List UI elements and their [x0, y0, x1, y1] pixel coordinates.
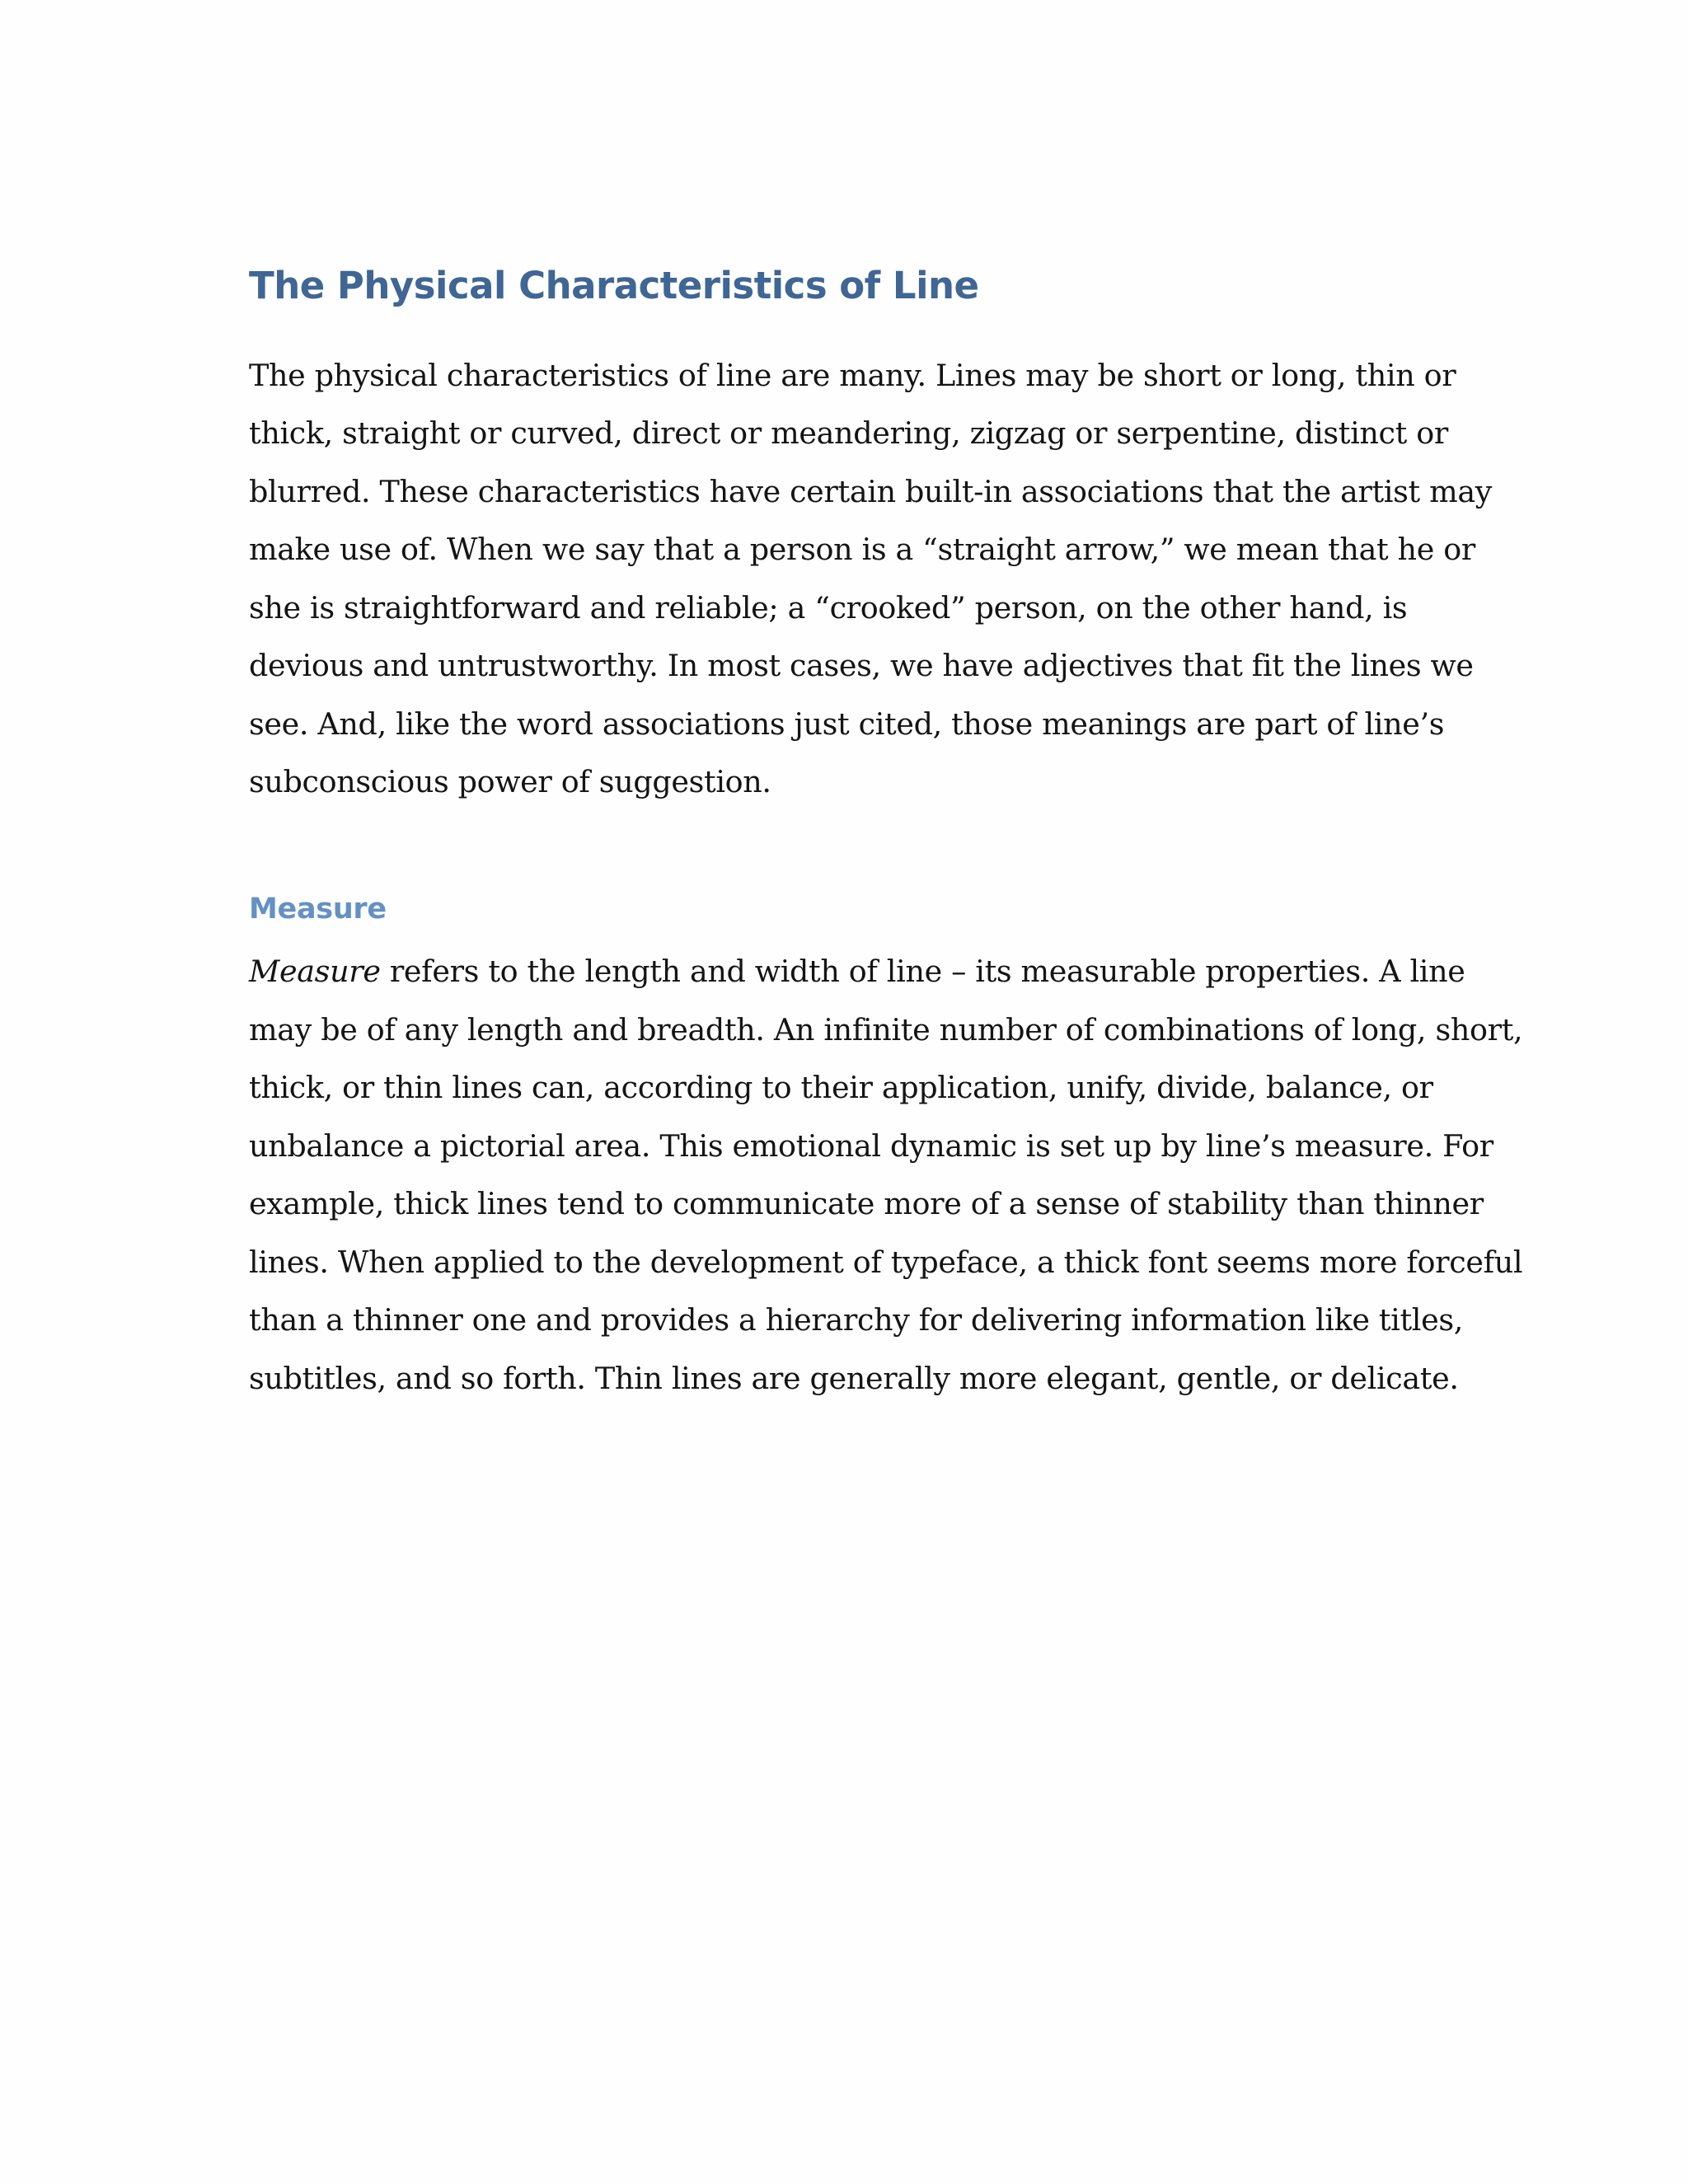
paragraph-line-text: refers to the length and width of line – its measurable properties. A line [380, 954, 1465, 989]
paragraph-line: unbalance a pictorial area. This emotional dynamic is set up by line’s measure. For [249, 1127, 1493, 1164]
paragraph-line: subconscious power of suggestion. [249, 764, 771, 799]
paragraph-line: may be of any length and breadth. An infinite number of combinations of long, short, [249, 1011, 1523, 1047]
paragraph-line: lines. When applied to the development of typeface, a thick font seems more forceful [249, 1244, 1523, 1280]
paragraph-line: see. And, like the word associations just cited, those meanings are part of line’s [249, 705, 1445, 742]
paragraph-line: than a thinner one and provides a hierarchy for delivering information like titles, [249, 1302, 1464, 1338]
paragraph-line: thick, straight or curved, direct or meandering, zigzag or serpentine, distinct or [249, 415, 1448, 451]
paragraph-line: example, thick lines tend to communicate more of a sense of stability than thinner [249, 1186, 1484, 1221]
paragraph-line: The physical characteristics of line are many. Lines may be short or long, thin or [249, 357, 1456, 393]
paragraph-line: devious and untrustworthy. In most cases, we have adjectives that fit the lines we [249, 648, 1474, 683]
page-title: The Physical Characteristics of Line [249, 264, 979, 307]
paragraph-line: she is straightforward and reliable; a “crooked” person, on the other hand, is [249, 589, 1408, 626]
section-heading-measure: Measure [249, 892, 387, 926]
document-content [249, 262, 1523, 1408]
paragraph-line: thick, or thin lines can, according to their application, unify, divide, balance, or [249, 1070, 1433, 1105]
intro-paragraph [249, 347, 1493, 812]
paragraph-line: subtitles, and so forth. Thin lines are generally more elegant, gentle, or delicate. [249, 1360, 1459, 1396]
paragraph-line: blurred. These characteristics have certain built-in associations that the artist may [249, 473, 1493, 509]
measure-paragraph [249, 943, 1523, 1408]
paragraph-line: make use of. When we say that a person is a “straight arrow,” we mean that he or [249, 532, 1475, 567]
paragraph-line [249, 943, 1465, 1001]
defined-term: Measure [249, 954, 381, 989]
